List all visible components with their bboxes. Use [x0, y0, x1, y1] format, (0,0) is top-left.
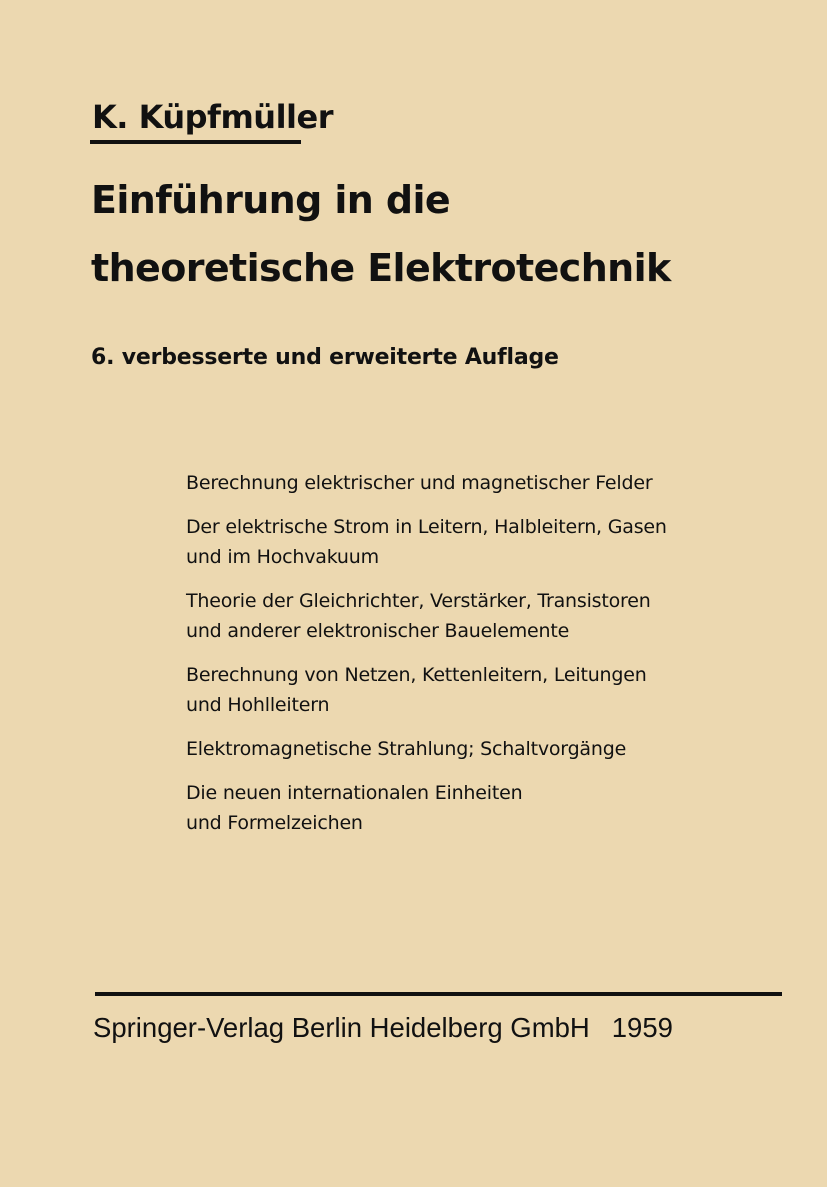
- topic-line: Die neuen internationalen Einheiten: [186, 782, 523, 804]
- topic-line: und Formelzeichen: [186, 812, 363, 834]
- publisher-line: [93, 1010, 673, 1046]
- topic-line: Der elektrische Strom in Leitern, Halbleitern, Gasen: [186, 516, 667, 538]
- topic-item: [186, 586, 667, 646]
- edition-note: 6. verbesserte und erweiterte Auflage: [91, 345, 559, 370]
- topic-item: [186, 468, 667, 498]
- topic-line: Berechnung von Netzen, Kettenleitern, Leitungen: [186, 664, 647, 686]
- book-title-line-1: Einführung in die: [91, 178, 451, 222]
- topic-line: Theorie der Gleichrichter, Verstärker, Transistoren: [186, 590, 651, 612]
- author-name: K. Küpfmüller: [92, 98, 333, 136]
- topic-line: Berechnung elektrischer und magnetischer Felder: [186, 472, 653, 494]
- author-underline: [90, 140, 301, 144]
- topic-line: Elektromagnetische Strahlung; Schaltvorgänge: [186, 738, 627, 760]
- publication-year: 1959: [611, 1012, 673, 1043]
- topic-item: [186, 512, 667, 572]
- publisher-rule: [95, 992, 782, 996]
- topic-line: und Hohlleitern: [186, 694, 330, 716]
- topic-item: [186, 778, 667, 838]
- book-title-line-2: theoretische Elektrotechnik: [91, 246, 671, 290]
- topic-item: [186, 734, 667, 764]
- topic-item: [186, 660, 667, 720]
- topic-list: [186, 468, 667, 852]
- topic-line: und im Hochvakuum: [186, 546, 379, 568]
- topic-line: und anderer elektronischer Bauelemente: [186, 620, 570, 642]
- publisher-name: Springer-Verlag Berlin Heidelberg GmbH: [93, 1012, 590, 1043]
